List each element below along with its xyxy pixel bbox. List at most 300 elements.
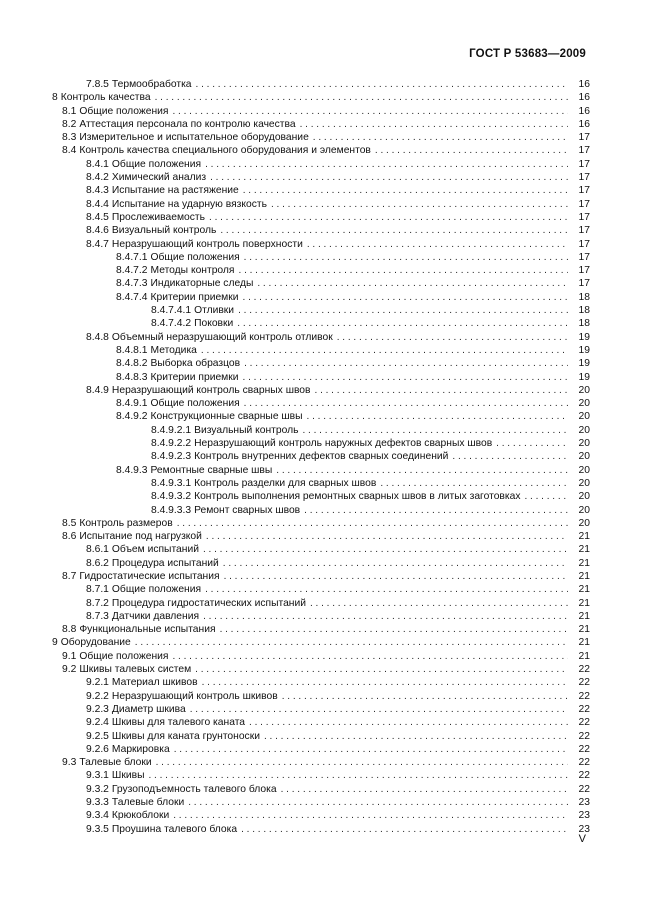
toc-section-title: Визуальный контроль <box>111 225 217 237</box>
toc-entry <box>151 450 590 463</box>
toc-row[interactable] <box>0 118 646 131</box>
toc-dot-leader <box>237 317 568 330</box>
toc-row[interactable] <box>0 796 646 809</box>
toc-dot-leader <box>315 384 568 397</box>
toc-dot-leader <box>190 703 568 716</box>
toc-section-title: Проушина талевого блока <box>111 823 238 835</box>
toc-page-number: 21 <box>578 650 590 662</box>
toc-row[interactable] <box>0 264 646 277</box>
toc-dot-leader <box>243 371 568 384</box>
toc-page-number: 16 <box>578 92 590 104</box>
toc-entry <box>86 331 590 344</box>
toc-entry <box>86 78 590 91</box>
toc-section-title: Неразрушающий контроль поверхности <box>111 238 303 250</box>
toc-row[interactable] <box>0 450 646 463</box>
toc-section-title: Ремонт сварных швов <box>194 504 301 516</box>
toc-section-number: 9.2.1 <box>86 677 109 689</box>
toc-section-title: Гидростатические испытания <box>79 570 220 582</box>
toc-section-title: Измерительное и испытательное оборудование <box>79 132 309 144</box>
toc-page-number: 17 <box>578 278 590 290</box>
toc-row[interactable] <box>0 703 646 716</box>
toc-dot-leader <box>525 490 569 503</box>
toc-page-number: 17 <box>578 225 590 237</box>
toc-dot-leader <box>205 583 568 596</box>
toc-section-title: Контроль разделки для сварных швов <box>194 477 377 489</box>
toc-dot-leader <box>313 131 568 144</box>
toc-entry <box>86 211 590 224</box>
toc-section-title: Испытание на ударную вязкость <box>111 198 267 210</box>
toc-entry <box>86 384 590 397</box>
toc-page-number: 16 <box>578 118 590 130</box>
toc-section-title: Общие положения <box>111 158 202 170</box>
toc-page-number: 20 <box>578 398 590 410</box>
toc-entry <box>62 663 590 676</box>
toc-section-number: 8.4.8 <box>86 331 109 343</box>
document-code: ГОСТ Р 53683—2009 <box>469 48 586 60</box>
toc-row[interactable] <box>0 158 646 171</box>
toc-entry <box>151 490 590 503</box>
toc-section-number: 8.4.7.4.1 <box>151 305 192 317</box>
toc-section-number: 9 <box>52 637 58 649</box>
toc-entry <box>62 570 590 583</box>
toc-dot-leader <box>220 224 568 237</box>
toc-dot-leader <box>375 144 568 157</box>
toc-entry <box>86 171 590 184</box>
toc-section-title: Общие положения <box>79 650 169 662</box>
toc-entry <box>86 730 590 743</box>
toc-row[interactable] <box>0 530 646 543</box>
toc-entry <box>86 703 590 716</box>
toc-section-number: 9.3.1 <box>86 770 109 782</box>
toc-entry <box>86 610 590 623</box>
toc-page-number: 20 <box>578 424 590 436</box>
toc-section-title: Маркировка <box>111 743 170 755</box>
toc-section-number: 8.4 <box>62 145 77 157</box>
toc-section-title: Химический анализ <box>111 172 207 184</box>
toc-row[interactable] <box>0 730 646 743</box>
toc-entry <box>62 623 590 636</box>
toc-row[interactable] <box>0 397 646 410</box>
toc-entry <box>86 743 590 756</box>
toc-page-number: 19 <box>578 358 590 370</box>
toc-row[interactable] <box>0 783 646 796</box>
toc-row[interactable] <box>0 171 646 184</box>
toc-entry <box>116 264 590 277</box>
toc-row[interactable] <box>0 743 646 756</box>
toc-row[interactable] <box>0 583 646 596</box>
toc-dot-leader <box>156 756 568 769</box>
toc-entry <box>62 144 590 157</box>
toc-page-number: 19 <box>578 344 590 356</box>
toc-page-number: 22 <box>578 690 590 702</box>
toc-row[interactable] <box>0 224 646 237</box>
toc-page-number: 20 <box>578 491 590 503</box>
toc-row[interactable] <box>0 184 646 197</box>
toc-dot-leader <box>239 264 568 277</box>
toc-section-number: 8.4.9.2.2 <box>151 438 192 450</box>
toc-page-number: 17 <box>578 238 590 250</box>
toc-section-title: Визуальный контроль <box>194 424 299 436</box>
toc-row[interactable] <box>0 517 646 530</box>
toc-section-number: 8.4.9.3 <box>116 464 148 476</box>
toc-dot-leader <box>337 331 568 344</box>
toc-row[interactable] <box>0 690 646 703</box>
toc-dot-leader <box>135 636 568 649</box>
toc-entry <box>52 636 590 649</box>
toc-row[interactable] <box>0 610 646 623</box>
toc-section-number: 8.4.4 <box>86 198 109 210</box>
toc-section-number: 8.4.5 <box>86 211 109 223</box>
toc-section-number: 8.6.2 <box>86 557 109 569</box>
page-number: V <box>578 833 586 845</box>
toc-page-number: 17 <box>578 185 590 197</box>
toc-page-number: 22 <box>578 677 590 689</box>
toc-row[interactable] <box>0 384 646 397</box>
toc-entry <box>116 410 590 423</box>
toc-dot-leader <box>244 357 568 370</box>
toc-section-number: 8.4.1 <box>86 158 109 170</box>
toc-section-number: 8.7.3 <box>86 610 109 622</box>
toc-section-title: Крюкоблоки <box>111 810 170 822</box>
toc-dot-leader <box>177 517 568 530</box>
toc-page-number: 18 <box>578 305 590 317</box>
toc-dot-leader <box>173 809 568 822</box>
toc-section-number: 8.7.1 <box>86 584 109 596</box>
toc-dot-leader <box>380 477 568 490</box>
toc-section-title: Грузоподъемность талевого блока <box>111 783 277 795</box>
toc-dot-leader <box>174 743 568 756</box>
toc-section-number: 8.4.8.1 <box>116 344 148 356</box>
toc-section-title: Выборка образцов <box>150 358 241 370</box>
toc-entry <box>116 397 590 410</box>
toc-row[interactable] <box>0 238 646 251</box>
toc-section-number: 8.4.6 <box>86 225 109 237</box>
toc-page-number: 22 <box>578 783 590 795</box>
toc-section-title: Талевые блоки <box>79 757 152 769</box>
toc-section-number: 8.2 <box>62 118 77 130</box>
toc-section-title: Шкивы талевых систем <box>79 664 192 676</box>
toc-page-number: 22 <box>578 664 590 676</box>
toc-row[interactable] <box>0 769 646 782</box>
toc-entry <box>52 91 590 104</box>
toc-section-number: 9.3.5 <box>86 823 109 835</box>
toc-entry <box>62 131 590 144</box>
toc-section-number: 8.4.3 <box>86 185 109 197</box>
toc-row[interactable] <box>0 131 646 144</box>
toc-dot-leader <box>203 610 568 623</box>
toc-section-number: 9.3.3 <box>86 797 109 809</box>
toc-dot-leader <box>304 504 568 517</box>
toc-row[interactable] <box>0 823 646 836</box>
toc-dot-leader <box>281 783 568 796</box>
toc-section-number: 8.4.7.3 <box>116 278 148 290</box>
toc-entry <box>86 783 590 796</box>
toc-page-number: 23 <box>578 823 590 835</box>
toc-row[interactable] <box>0 676 646 689</box>
toc-row[interactable] <box>0 557 646 570</box>
toc-row[interactable] <box>0 477 646 490</box>
toc-section-title: Шкивы для талевого каната <box>111 717 246 729</box>
toc-section-number: 9.2.6 <box>86 743 109 755</box>
toc-section-number: 9.2.5 <box>86 730 109 742</box>
toc-section-title: Прослеживаемость <box>111 211 206 223</box>
toc-section-number: 8.4.9.1 <box>116 398 148 410</box>
toc-section-title: Поковки <box>194 318 234 330</box>
toc-entry <box>151 317 590 330</box>
toc-row[interactable] <box>0 277 646 290</box>
toc-row[interactable] <box>0 344 646 357</box>
toc-page-number: 21 <box>578 637 590 649</box>
toc-section-number: 8.4.2 <box>86 172 109 184</box>
toc-page-number: 21 <box>578 544 590 556</box>
toc-page-number: 20 <box>578 451 590 463</box>
toc-row[interactable] <box>0 357 646 370</box>
toc-page-number: 22 <box>578 757 590 769</box>
toc-page-number: 17 <box>578 158 590 170</box>
toc-dot-leader <box>202 676 568 689</box>
toc-section-title: Отливки <box>194 305 235 317</box>
toc-section-title: Неразрушающий контроль сварных швов <box>111 384 311 396</box>
toc-section-number: 9.3.4 <box>86 810 109 822</box>
toc-entry <box>86 809 590 822</box>
toc-row[interactable] <box>0 464 646 477</box>
toc-section-number: 9.1 <box>62 650 77 662</box>
toc-page-number: 20 <box>578 438 590 450</box>
toc-dot-leader <box>271 198 568 211</box>
toc-section-title: Материал шкивов <box>111 677 198 689</box>
toc-page-number: 22 <box>578 770 590 782</box>
toc-section-title: Объемный неразрушающий контроль отливок <box>111 331 333 343</box>
toc-section-number: 7.8.5 <box>86 79 109 90</box>
toc-section-title: Общие положения <box>79 105 169 117</box>
toc-row[interactable] <box>0 251 646 264</box>
toc-page-number: 17 <box>578 251 590 263</box>
toc-section-number: 8.4.8.2 <box>116 358 148 370</box>
toc-page-number: 16 <box>578 79 590 90</box>
toc-entry <box>86 583 590 596</box>
toc-row[interactable] <box>0 331 646 344</box>
toc-section-number: 8.4.9.3.2 <box>151 491 192 503</box>
toc-entry <box>86 690 590 703</box>
toc-section-number: 8 <box>52 92 58 104</box>
toc-page-number: 20 <box>578 464 590 476</box>
toc-row[interactable] <box>0 490 646 503</box>
toc-row[interactable] <box>0 597 646 610</box>
toc-dot-leader <box>155 91 568 104</box>
toc-page-number: 23 <box>578 797 590 809</box>
toc-dot-leader <box>205 158 568 171</box>
toc-section-number: 9.2.3 <box>86 703 109 715</box>
toc-section-title: Испытание на растяжение <box>111 185 239 197</box>
toc-row[interactable] <box>0 756 646 769</box>
toc-section-number: 8.4.7.2 <box>116 265 148 277</box>
toc-page-number: 18 <box>578 318 590 330</box>
table-of-contents <box>0 78 646 836</box>
toc-row[interactable] <box>0 78 646 91</box>
toc-section-number: 8.3 <box>62 132 77 144</box>
toc-row[interactable] <box>0 304 646 317</box>
toc-page-number: 20 <box>578 517 590 529</box>
toc-section-title: Диаметр шкива <box>111 703 186 715</box>
toc-section-title: Процедура испытаний <box>111 557 219 569</box>
toc-entry <box>86 238 590 251</box>
toc-entry <box>86 224 590 237</box>
toc-dot-leader <box>173 105 569 118</box>
toc-row[interactable] <box>0 424 646 437</box>
toc-entry <box>116 357 590 370</box>
toc-entry <box>151 424 590 437</box>
toc-dot-leader <box>300 118 568 131</box>
toc-entry <box>86 769 590 782</box>
toc-row[interactable] <box>0 211 646 224</box>
toc-section-title: Общие положения <box>150 398 240 410</box>
toc-entry <box>151 304 590 317</box>
toc-entry <box>62 756 590 769</box>
toc-page-number: 17 <box>578 172 590 184</box>
toc-row[interactable] <box>0 105 646 118</box>
toc-row[interactable] <box>0 291 646 304</box>
toc-section-title: Контроль качества специального оборудования и элементов <box>79 145 371 157</box>
toc-entry <box>86 543 590 556</box>
toc-entry <box>86 198 590 211</box>
toc-page-number: 20 <box>578 477 590 489</box>
toc-dot-leader <box>244 251 568 264</box>
toc-entry <box>62 517 590 530</box>
toc-dot-leader <box>243 291 568 304</box>
toc-section-title: Контроль качества <box>60 92 151 104</box>
toc-section-number: 8.4.9 <box>86 384 109 396</box>
toc-dot-leader <box>307 410 568 423</box>
toc-entry <box>116 344 590 357</box>
toc-section-number: 9.3 <box>62 757 77 769</box>
toc-row[interactable] <box>0 144 646 157</box>
toc-page-number: 16 <box>578 105 590 117</box>
toc-entry <box>86 796 590 809</box>
toc-section-number: 8.4.9.2 <box>116 411 148 423</box>
toc-page-number: 20 <box>578 384 590 396</box>
toc-page-number: 23 <box>578 810 590 822</box>
toc-entry <box>116 277 590 290</box>
toc-page-number: 17 <box>578 265 590 277</box>
toc-section-title: Процедура гидростатических испытаний <box>111 597 306 609</box>
toc-row[interactable] <box>0 570 646 583</box>
toc-page-number: 17 <box>578 132 590 144</box>
toc-section-number: 8.4.7.4.2 <box>151 318 192 330</box>
toc-section-title: Общие положения <box>150 251 240 263</box>
toc-entry <box>86 597 590 610</box>
toc-section-number: 8.7 <box>62 570 77 582</box>
toc-dot-leader <box>496 437 568 450</box>
toc-section-number: 9.2.4 <box>86 717 109 729</box>
toc-entry <box>86 184 590 197</box>
toc-section-title: Термообработка <box>111 79 192 90</box>
toc-row[interactable] <box>0 809 646 822</box>
toc-dot-leader <box>244 397 568 410</box>
toc-entry <box>116 464 590 477</box>
toc-section-title: Неразрушающий контроль шкивов <box>111 690 278 702</box>
toc-section-title: Контроль выполнения ремонтных сварных швов в литых заготовках <box>194 491 521 503</box>
toc-entry <box>151 437 590 450</box>
toc-entry <box>116 251 590 264</box>
toc-section-title: Индикаторные следы <box>150 278 254 290</box>
toc-dot-leader <box>452 450 568 463</box>
toc-dot-leader <box>196 78 568 91</box>
toc-page-number: 19 <box>578 331 590 343</box>
toc-page-number: 22 <box>578 703 590 715</box>
toc-row[interactable] <box>0 371 646 384</box>
toc-dot-leader <box>303 424 569 437</box>
toc-page-number: 17 <box>578 211 590 223</box>
toc-dot-leader <box>224 570 568 583</box>
toc-dot-leader <box>282 690 568 703</box>
toc-section-title: Испытание под нагрузкой <box>79 531 202 543</box>
toc-entry <box>86 676 590 689</box>
toc-entry <box>62 650 590 663</box>
toc-row[interactable] <box>0 437 646 450</box>
toc-entry <box>116 291 590 304</box>
toc-section-title: Объем испытаний <box>111 544 199 556</box>
toc-row[interactable] <box>0 543 646 556</box>
toc-row[interactable] <box>0 623 646 636</box>
toc-row[interactable] <box>0 317 646 330</box>
toc-entry <box>86 158 590 171</box>
toc-section-number: 8.8 <box>62 624 77 636</box>
toc-dot-leader <box>148 769 568 782</box>
toc-section-title: Конструкционные сварные швы <box>150 411 303 423</box>
toc-section-number: 8.7.2 <box>86 597 109 609</box>
toc-dot-leader <box>257 277 568 290</box>
toc-section-number: 9.2.2 <box>86 690 109 702</box>
toc-section-number: 8.4.7.1 <box>116 251 148 263</box>
toc-section-title: Неразрушающий контроль наружных дефектов сварных швов <box>194 438 493 450</box>
toc-entry <box>62 530 590 543</box>
toc-page-number: 21 <box>578 584 590 596</box>
toc-page-number: 20 <box>578 411 590 423</box>
toc-dot-leader <box>238 304 568 317</box>
toc-row[interactable] <box>0 716 646 729</box>
toc-row[interactable] <box>0 636 646 649</box>
toc-section-title: Ремонтные сварные швы <box>150 464 273 476</box>
toc-dot-leader <box>220 623 568 636</box>
toc-row[interactable] <box>0 650 646 663</box>
toc-section-title: Критерии приемки <box>150 371 239 383</box>
toc-row[interactable] <box>0 504 646 517</box>
toc-page-number: 21 <box>578 610 590 622</box>
toc-dot-leader <box>276 464 568 477</box>
toc-entry <box>86 557 590 570</box>
toc-dot-leader <box>209 211 568 224</box>
toc-entry <box>151 477 590 490</box>
toc-dot-leader <box>201 344 568 357</box>
toc-dot-leader <box>264 730 568 743</box>
toc-section-number: 9.3.2 <box>86 783 109 795</box>
toc-row[interactable] <box>0 410 646 423</box>
toc-page-number: 21 <box>578 531 590 543</box>
toc-row[interactable] <box>0 198 646 211</box>
toc-section-title: Методы контроля <box>150 265 235 277</box>
toc-dot-leader <box>243 184 568 197</box>
toc-section-number: 8.5 <box>62 517 77 529</box>
toc-section-title: Методика <box>150 344 197 356</box>
toc-row[interactable] <box>0 663 646 676</box>
toc-section-number: 8.4.7 <box>86 238 109 250</box>
toc-entry <box>62 105 590 118</box>
toc-entry <box>86 716 590 729</box>
toc-row[interactable] <box>0 91 646 104</box>
toc-section-number: 8.4.9.3.3 <box>151 504 192 516</box>
toc-section-number: 8.6.1 <box>86 544 109 556</box>
toc-page-number: 22 <box>578 743 590 755</box>
